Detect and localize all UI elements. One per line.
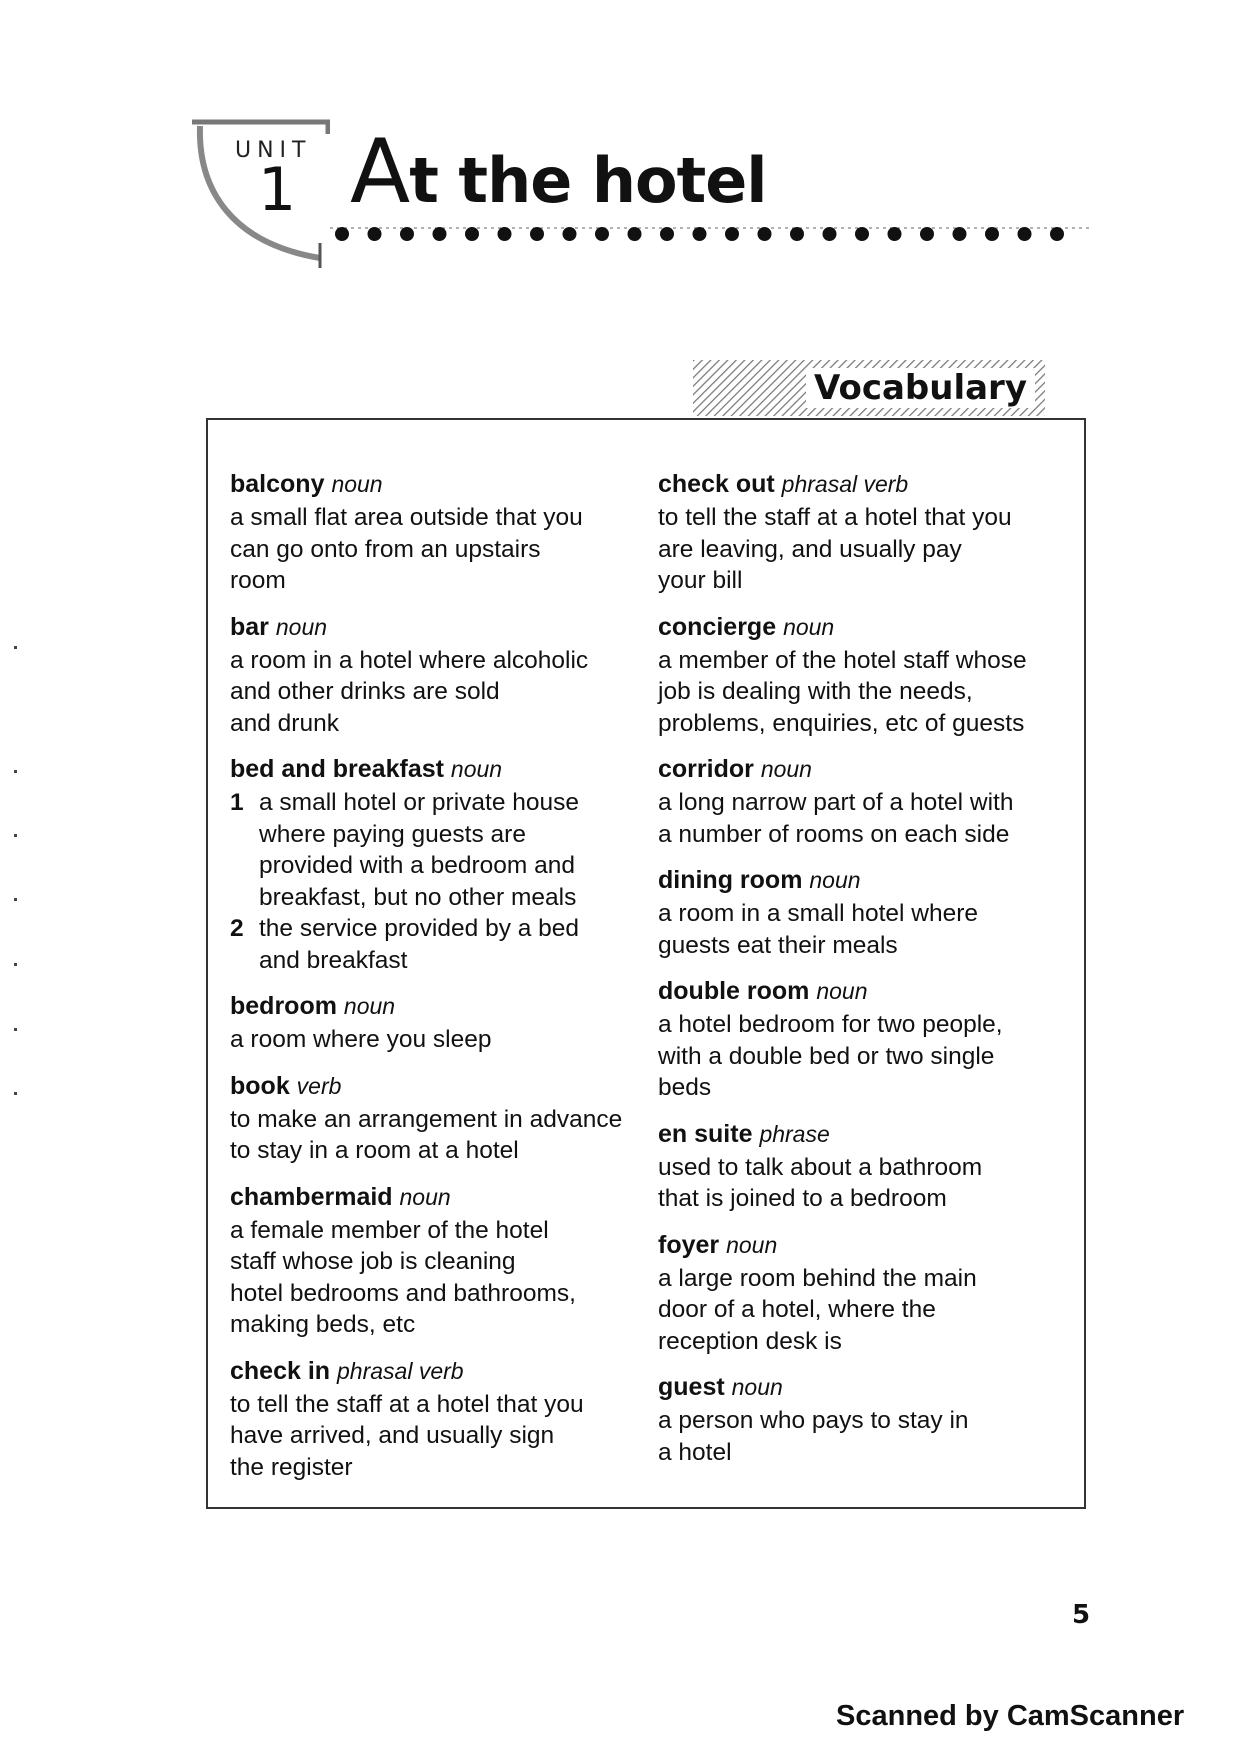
page-title [350,120,767,223]
unit-badge [190,118,330,268]
rule-dot [433,227,447,241]
sense-item [230,913,640,976]
rule-dot [823,227,837,241]
rule-dot [660,227,674,241]
scan-speck [14,963,17,966]
sense-number: 2 [230,915,244,942]
entry-word: guest [658,1373,725,1401]
entry-pos: phrase [759,1120,830,1147]
entry-definition: a room in a hotel where alcoholic and other drinks are sold and drunk [230,646,589,737]
entry-foyer [658,1229,1068,1358]
title-rest: t the hotel [409,144,767,217]
entry-pos: noun [275,613,328,640]
rule-dot [693,227,707,241]
entry-word: check in [230,1356,331,1385]
rule-dot [855,227,869,241]
unit-number: 1 [258,155,297,225]
entry-pos: noun [731,1374,783,1400]
entry-bar [230,611,640,740]
rule-dot [920,227,934,241]
rule-dot [530,227,544,241]
entry-book [230,1070,640,1167]
entry-pos: noun [450,756,503,782]
rule-dot [335,227,349,241]
entry-pos: noun [809,867,861,893]
vocabulary-tag [693,360,1045,420]
entry-pos: noun [783,613,835,640]
rule-dot [628,227,642,241]
entry-word: double room [658,977,810,1005]
entry-word: balcony [230,470,325,498]
entry-definition: a long narrow part of a hotel with a number of rooms on each side [658,789,1014,848]
entry-word: en suite [658,1119,753,1148]
entry-definition: a person who pays to stay in a hotel [658,1407,969,1466]
rule-dot [758,227,772,241]
rule-dot [1050,227,1064,241]
rule-dot [595,227,609,241]
entry-guest [658,1371,1068,1468]
entry-pos: phrasal verb [337,1357,464,1384]
entry-word: chambermaid [230,1182,393,1211]
title-initial: A [350,120,410,223]
entry-word: concierge [658,612,777,641]
scanner-watermark: Scanned by CamScanner [836,1700,1185,1732]
rule-dot [400,227,414,241]
entry-definition: a room in a small hotel where guests eat their meals [658,900,979,959]
scan-speck [14,1092,17,1095]
entry-definition: a female member of the hotel staff whose job is cleaning hotel bedrooms and bathrooms, making beds, etc [230,1216,576,1338]
entry-concierge [658,611,1068,740]
scan-speck [14,898,17,901]
scan-speck [14,770,17,773]
left-column [230,468,640,1497]
sense-text: a small hotel or private house where paying guests are provided with a bedroom and breakfast, but no other meals [259,789,580,911]
entry-pos: phrasal verb [781,471,909,497]
sense-item [230,787,640,913]
rule-dot [888,227,902,241]
vocabulary-box [206,418,1086,1509]
rule-dot [498,227,512,241]
entry-pos: noun [399,1183,451,1210]
entry-check-in [230,1355,640,1484]
entry-word: bed and breakfast [230,755,444,783]
entry-word: corridor [658,755,754,783]
section-heading: Vocabulary [806,368,1035,408]
entry-definition: to tell the staff at a hotel that you are leaving, and usually pay your bill [658,504,1012,594]
entry-pos: noun [331,471,383,497]
entry-pos: noun [816,978,868,1004]
scan-speck [14,1028,17,1031]
entry-definition: to tell the staff at a hotel that you have arrived, and usually sign the register [230,1390,584,1481]
entry-definition: a large room behind the main door of a hotel, where the reception desk is [658,1264,977,1355]
entry-check-out [658,468,1068,597]
entry-word: dining room [658,866,803,894]
entry-word: book [230,1071,290,1100]
sense-number: 1 [230,789,244,816]
scan-speck [14,646,17,649]
rule-dot [563,227,577,241]
entry-definition: to make an arrangement in advance to stay in a room at a hotel [230,1105,623,1164]
rule-dot [985,227,999,241]
entry-en-suite [658,1118,1068,1215]
entry-definition: used to talk about a bathroom that is joined to a bedroom [658,1153,983,1212]
rule-dot [790,227,804,241]
entry-pos: verb [296,1072,342,1099]
rule-dot [368,227,382,241]
sense-text: the service provided by a bed and breakfast [259,915,580,974]
entry-balcony [230,468,640,597]
entry-pos: noun [726,1231,778,1258]
right-column [658,468,1068,1482]
entry-word: bedroom [230,992,337,1020]
entry-bedroom [230,990,640,1056]
entry-pos: noun [343,993,396,1019]
rule-dot [465,227,479,241]
unit-label: UNIT [235,138,312,163]
entry-dining-room [658,864,1068,961]
rule-dot [1018,227,1032,241]
entry-pos: noun [760,756,812,782]
entry-word: check out [658,470,775,498]
entry-word: foyer [658,1230,720,1259]
dotted-rule [330,224,1090,244]
entry-chambermaid [230,1181,640,1341]
entry-definition: a hotel bedroom for two people, with a double bed or two single beds [658,1011,1003,1101]
rule-dot [953,227,967,241]
entry-bed-and-breakfast [230,753,640,976]
entry-definition: a room where you sleep [230,1026,492,1053]
entry-definition: a member of the hotel staff whose job is dealing with the needs, problems, enquiries, etc of guests [658,646,1027,737]
entry-definition: a small flat area outside that you can go onto from an upstairs room [230,504,583,594]
sense-list [230,787,640,976]
entry-corridor [658,753,1068,850]
entry-double-room [658,975,1068,1104]
page-number: 5 [1072,1600,1091,1630]
rule-dot [725,227,739,241]
scan-speck [14,834,17,837]
entry-word: bar [230,612,269,641]
